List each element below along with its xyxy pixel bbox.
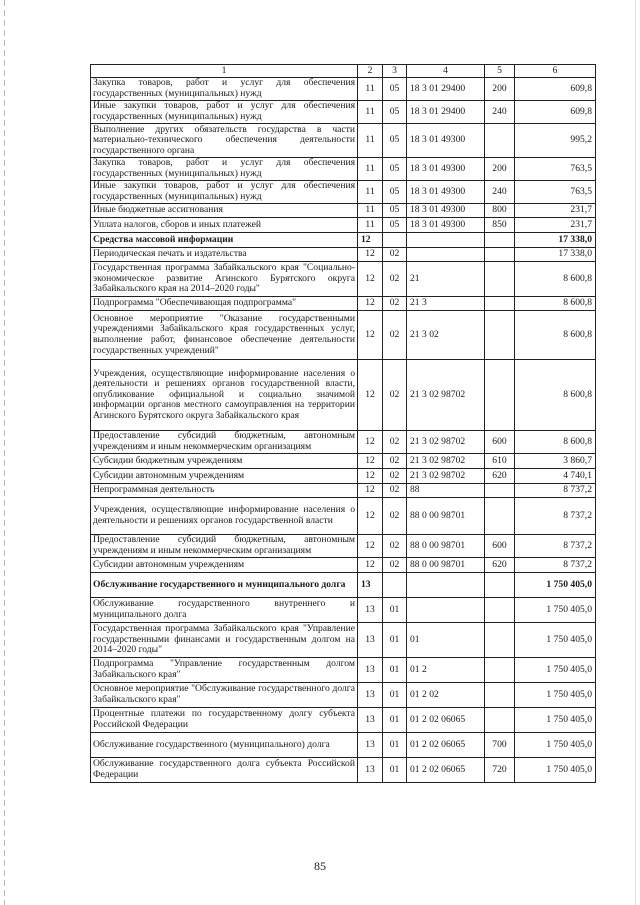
row-amount: 609,8 [515, 101, 596, 124]
row-subsection: 02 [383, 431, 407, 454]
row-target-code: 01 2 [407, 658, 485, 683]
row-section: 12 [358, 360, 383, 431]
table-row [91, 733, 596, 758]
table-row [91, 623, 596, 658]
row-section: 11 [358, 204, 383, 218]
row-section: 11 [358, 218, 383, 233]
row-target-code: 01 2 02 06065 [407, 708, 485, 733]
row-section: 11 [358, 158, 383, 181]
table-row [91, 708, 596, 733]
row-amount: 231,7 [515, 204, 596, 218]
row-expense-type [485, 124, 515, 158]
row-expense-type [485, 297, 515, 311]
table-row [91, 233, 596, 248]
row-expense-type: 800 [485, 204, 515, 218]
row-description: Государственная программа Забайкальского края "Социально-экономическое развитие Агинского Бурятского округа Забайкальского края на 2014–2020 годы" [91, 262, 358, 297]
row-subsection: 02 [383, 535, 407, 558]
table-row [91, 101, 596, 124]
table-row [91, 454, 596, 469]
row-section: 12 [358, 498, 383, 535]
row-description: Предоставление субсидий бюджетным, автономным учреждениям и иным некоммерческим организациям [91, 431, 358, 454]
table-row [91, 360, 596, 431]
row-subsection: 02 [383, 262, 407, 297]
row-amount: 1 750 405,0 [515, 573, 596, 598]
row-expense-type [485, 658, 515, 683]
row-subsection: 01 [383, 598, 407, 623]
row-section: 12 [358, 311, 383, 360]
row-expense-type: 700 [485, 733, 515, 758]
row-amount: 8 600,8 [515, 262, 596, 297]
row-target-code: 18 3 01 49300 [407, 218, 485, 233]
row-expense-type [485, 311, 515, 360]
row-expense-type [485, 623, 515, 658]
row-amount: 8 737,2 [515, 558, 596, 573]
table-row [91, 484, 596, 498]
table-row [91, 658, 596, 683]
row-amount: 3 860,7 [515, 454, 596, 469]
row-amount: 1 750 405,0 [515, 683, 596, 708]
row-subsection: 02 [383, 484, 407, 498]
row-subsection: 05 [383, 124, 407, 158]
row-subsection: 02 [383, 469, 407, 484]
row-subsection: 02 [383, 311, 407, 360]
row-expense-type: 200 [485, 78, 515, 101]
table-row [91, 124, 596, 158]
row-amount: 763,5 [515, 158, 596, 181]
row-amount: 1 750 405,0 [515, 733, 596, 758]
table-row [91, 248, 596, 262]
row-expense-type [485, 484, 515, 498]
row-description: Иные закупки товаров, работ и услуг для обеспечения государственных (муниципальных) нужд [91, 181, 358, 204]
row-description: Обслуживание государственного внутреннего и муниципального долга [91, 598, 358, 623]
row-amount: 8 600,8 [515, 297, 596, 311]
row-description: Закупка товаров, работ и услуг для обеспечения государственных (муниципальных) нужд [91, 78, 358, 101]
row-description: Субсидии автономным учреждениям [91, 469, 358, 484]
table-row [91, 683, 596, 708]
row-expense-type [485, 233, 515, 248]
header-row [91, 65, 596, 78]
row-target-code: 01 2 02 06065 [407, 758, 485, 783]
row-section: 12 [358, 454, 383, 469]
row-amount: 1 750 405,0 [515, 658, 596, 683]
table-row [91, 598, 596, 623]
row-description: Процентные платежи по государственному долгу субъекта Российской Федерации [91, 708, 358, 733]
row-target-code [407, 598, 485, 623]
row-subsection: 01 [383, 658, 407, 683]
row-subsection: 01 [383, 683, 407, 708]
row-subsection: 01 [383, 623, 407, 658]
row-section: 11 [358, 181, 383, 204]
row-amount: 1 750 405,0 [515, 598, 596, 623]
row-subsection: 01 [383, 708, 407, 733]
row-description: Предоставление субсидий бюджетным, автономным учреждениям и иным некоммерческим организациям [91, 535, 358, 558]
row-amount: 4 740,1 [515, 469, 596, 484]
row-target-code: 21 3 [407, 297, 485, 311]
scan-edge-left [4, 0, 5, 905]
table-row [91, 78, 596, 101]
row-target-code: 01 [407, 623, 485, 658]
row-subsection: 05 [383, 101, 407, 124]
table-row [91, 218, 596, 233]
row-target-code: 18 3 01 49300 [407, 181, 485, 204]
row-subsection [383, 573, 407, 598]
table-row [91, 431, 596, 454]
row-description: Обслуживание государственного и муниципального долга [91, 573, 358, 598]
row-description: Субсидии бюджетным учреждениям [91, 454, 358, 469]
row-expense-type: 850 [485, 218, 515, 233]
row-subsection: 05 [383, 204, 407, 218]
row-subsection: 01 [383, 733, 407, 758]
row-target-code: 21 3 02 98702 [407, 431, 485, 454]
row-amount: 1 750 405,0 [515, 623, 596, 658]
row-subsection: 02 [383, 297, 407, 311]
header-cell: 6 [515, 65, 596, 78]
row-subsection: 02 [383, 248, 407, 262]
row-description: Иные бюджетные ассигнования [91, 204, 358, 218]
row-description: Основное мероприятие "Оказание государственными учреждениями Забайкальского края государственных услуг, выполнение работ, финансовое обеспечение деятельности государственных учреждений" [91, 311, 358, 360]
row-description: Непрограммная деятельность [91, 484, 358, 498]
budget-table [90, 64, 596, 783]
row-amount: 8 737,2 [515, 484, 596, 498]
table-row [91, 535, 596, 558]
header-cell: 4 [407, 65, 485, 78]
row-description: Государственная программа Забайкальского края "Управление государственными финансами и государственным долгом на 2014–2020 годы" [91, 623, 358, 658]
row-section: 13 [358, 708, 383, 733]
row-section: 12 [358, 535, 383, 558]
row-section: 12 [358, 431, 383, 454]
page-number: 85 [314, 859, 326, 873]
row-amount: 8 600,8 [515, 360, 596, 431]
row-subsection: 05 [383, 78, 407, 101]
table-row [91, 262, 596, 297]
scan-edge-right [635, 0, 636, 905]
row-expense-type [485, 498, 515, 535]
row-target-code: 18 3 01 49300 [407, 124, 485, 158]
row-expense-type [485, 248, 515, 262]
row-description: Иные закупки товаров, работ и услуг для обеспечения государственных (муниципальных) нужд [91, 101, 358, 124]
table-row [91, 297, 596, 311]
row-section: 12 [358, 558, 383, 573]
row-expense-type: 240 [485, 181, 515, 204]
table-row [91, 758, 596, 783]
row-amount: 1 750 405,0 [515, 758, 596, 783]
row-section: 12 [358, 484, 383, 498]
row-target-code: 21 3 02 98702 [407, 469, 485, 484]
row-expense-type: 610 [485, 454, 515, 469]
row-description: Средства массовой информации [91, 233, 358, 248]
row-amount: 8 600,8 [515, 431, 596, 454]
table-row [91, 469, 596, 484]
row-target-code [407, 233, 485, 248]
row-target-code: 21 3 02 98702 [407, 454, 485, 469]
table-row [91, 498, 596, 535]
row-description: Подпрограмма "Обеспечивающая подпрограмма" [91, 297, 358, 311]
row-amount: 763,5 [515, 181, 596, 204]
table-row [91, 573, 596, 598]
table-row [91, 204, 596, 218]
row-section: 11 [358, 78, 383, 101]
row-amount: 231,7 [515, 218, 596, 233]
row-section: 13 [358, 683, 383, 708]
row-expense-type: 600 [485, 431, 515, 454]
row-target-code: 88 0 00 98701 [407, 535, 485, 558]
row-amount: 17 338,0 [515, 233, 596, 248]
row-section: 13 [358, 623, 383, 658]
row-amount: 17 338,0 [515, 248, 596, 262]
row-description: Учреждения, осуществляющие информирование населения о деятельности и решениях органов государственной власти, опубликование официальной и социально значимой информации органов местного самоуправления на территории Агинского Бурятского округа Забайкальского края [91, 360, 358, 431]
row-expense-type: 600 [485, 535, 515, 558]
header-cell: 2 [358, 65, 383, 78]
row-target-code: 21 3 02 [407, 311, 485, 360]
row-target-code [407, 573, 485, 598]
row-expense-type [485, 573, 515, 598]
row-section: 13 [358, 758, 383, 783]
row-target-code [407, 248, 485, 262]
row-section: 13 [358, 658, 383, 683]
row-section: 12 [358, 297, 383, 311]
row-expense-type: 720 [485, 758, 515, 783]
row-target-code: 18 3 01 29400 [407, 101, 485, 124]
row-amount: 8 737,2 [515, 498, 596, 535]
row-description: Закупка товаров, работ и услуг для обеспечения государственных (муниципальных) нужд [91, 158, 358, 181]
row-expense-type: 620 [485, 558, 515, 573]
row-subsection: 02 [383, 360, 407, 431]
header-cell: 5 [485, 65, 515, 78]
row-amount: 8 737,2 [515, 535, 596, 558]
row-section: 11 [358, 124, 383, 158]
row-expense-type: 240 [485, 101, 515, 124]
table-row [91, 158, 596, 181]
row-description: Обслуживание государственного (муниципального) долга [91, 733, 358, 758]
row-subsection: 05 [383, 181, 407, 204]
row-description: Обслуживание государственного долга субъекта Российской Федерации [91, 758, 358, 783]
row-target-code: 21 [407, 262, 485, 297]
row-expense-type [485, 262, 515, 297]
row-section: 13 [358, 598, 383, 623]
row-section: 12 [358, 233, 383, 248]
row-description: Субсидии автономным учреждениям [91, 558, 358, 573]
row-target-code: 88 0 00 98701 [407, 558, 485, 573]
row-expense-type [485, 598, 515, 623]
row-target-code: 01 2 02 06065 [407, 733, 485, 758]
table-row [91, 311, 596, 360]
row-section: 13 [358, 573, 383, 598]
table-row [91, 181, 596, 204]
row-target-code: 01 2 02 [407, 683, 485, 708]
row-description: Выполнение других обязательств государства в части материально-технического обеспечения деятельности государственного органа [91, 124, 358, 158]
row-amount: 609,8 [515, 78, 596, 101]
row-target-code: 18 3 01 49300 [407, 204, 485, 218]
row-target-code: 18 3 01 29400 [407, 78, 485, 101]
row-section: 13 [358, 733, 383, 758]
row-section: 11 [358, 101, 383, 124]
row-subsection: 05 [383, 218, 407, 233]
row-description: Подпрограмма "Управление государственным долгом Забайкальского края" [91, 658, 358, 683]
row-amount: 1 750 405,0 [515, 708, 596, 733]
row-expense-type [485, 708, 515, 733]
row-target-code: 88 [407, 484, 485, 498]
row-amount: 995,2 [515, 124, 596, 158]
row-section: 12 [358, 248, 383, 262]
row-target-code: 21 3 02 98702 [407, 360, 485, 431]
row-subsection: 02 [383, 558, 407, 573]
header-cell: 3 [383, 65, 407, 78]
row-expense-type [485, 360, 515, 431]
row-section: 12 [358, 262, 383, 297]
row-subsection: 02 [383, 454, 407, 469]
row-target-code: 18 3 01 49300 [407, 158, 485, 181]
row-subsection: 02 [383, 498, 407, 535]
budget-table-body [91, 65, 596, 783]
header-cell: 1 [91, 65, 358, 78]
row-subsection: 05 [383, 158, 407, 181]
row-target-code: 88 0 00 98701 [407, 498, 485, 535]
row-description: Уплата налогов, сборов и иных платежей [91, 218, 358, 233]
row-description: Основное мероприятие "Обслуживание государственного долга Забайкальского края" [91, 683, 358, 708]
row-description: Периодическая печать и издательства [91, 248, 358, 262]
row-expense-type [485, 683, 515, 708]
table-row [91, 558, 596, 573]
row-expense-type: 200 [485, 158, 515, 181]
row-section: 12 [358, 469, 383, 484]
row-amount: 8 600,8 [515, 311, 596, 360]
row-subsection [383, 233, 407, 248]
row-description: Учреждения, осуществляющие информирование населения о деятельности и решениях органов государственной власти [91, 498, 358, 535]
row-expense-type: 620 [485, 469, 515, 484]
row-subsection: 01 [383, 758, 407, 783]
